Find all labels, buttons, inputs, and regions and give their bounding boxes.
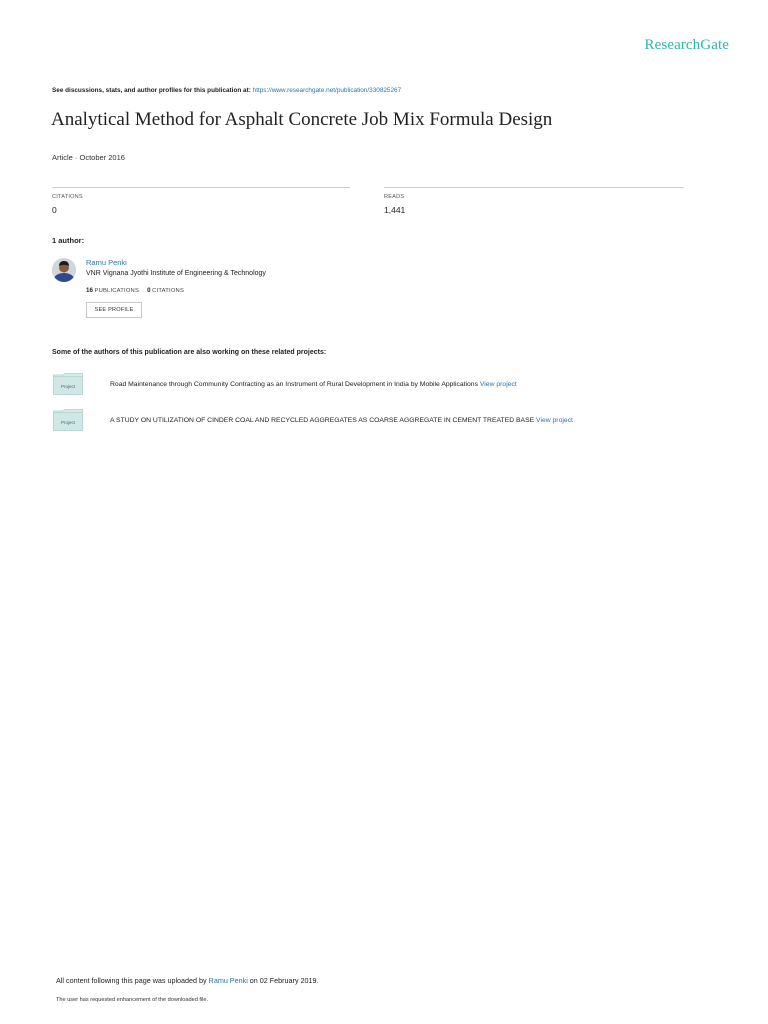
see-discussions-line — [52, 87, 401, 94]
see-profile-button[interactable]: SEE PROFILE — [86, 302, 142, 318]
researchgate-logo[interactable]: ResearchGate — [644, 37, 729, 53]
related-projects-heading: Some of the authors of this publication are also working on these related projects: — [52, 349, 327, 356]
project-title: Road Maintenance through Community Contracting as an Instrument of Rural Development in India by Mobile Applications — [110, 381, 478, 388]
author-citations-label: CITATIONS — [152, 288, 185, 294]
upload-info — [56, 976, 319, 985]
project-icon-label: Project — [60, 384, 76, 389]
reads-divider — [384, 187, 684, 188]
paper-title: Analytical Method for Asphalt Concrete Job Mix Formula Design — [51, 109, 553, 130]
author-citations-count: 0 — [147, 287, 151, 294]
project-item — [110, 417, 573, 424]
citations-value: 0 — [52, 205, 57, 215]
authors-heading: 1 author: — [52, 236, 85, 245]
see-discussions-text: See discussions, stats, and author profiles for this publication at: — [52, 87, 251, 94]
project-folder-icon — [53, 409, 83, 431]
upload-prefix: All content following this page was uploaded by — [56, 976, 207, 985]
person-photo-icon — [52, 258, 76, 282]
folder-icon — [53, 409, 83, 431]
article-meta: Article · October 2016 — [52, 153, 125, 162]
author-institution: VNR Vignana Jyothi Institute of Engineering & Technology — [86, 270, 266, 277]
upload-suffix: on 02 February 2019. — [249, 976, 319, 985]
reads-label: READS — [384, 194, 405, 200]
author-name-link[interactable]: Ramu Penki — [86, 258, 127, 267]
project-folder-icon — [53, 373, 83, 395]
view-project-link[interactable]: View project — [479, 381, 517, 388]
project-icon-label: Project — [60, 420, 76, 425]
view-project-link[interactable]: View project — [536, 417, 573, 424]
uploader-link[interactable]: Ramu Penki — [208, 976, 248, 985]
enhancement-note: The user has requested enhancement of the downloaded file. — [56, 997, 209, 1003]
publication-url-link[interactable]: https://www.researchgate.net/publication/330825267 — [252, 87, 402, 94]
author-stats — [86, 287, 184, 294]
project-item — [110, 381, 517, 388]
publications-label: PUBLICATIONS — [94, 288, 140, 294]
citations-label: CITATIONS — [52, 194, 83, 200]
citations-divider — [52, 187, 350, 188]
publications-count: 16 — [86, 287, 93, 294]
folder-icon — [53, 373, 83, 395]
reads-value: 1,441 — [384, 205, 406, 215]
author-avatar[interactable] — [52, 258, 76, 282]
project-title: A STUDY ON UTILIZATION OF CINDER COAL AND RECYCLED AGGREGATES AS COARSE AGGREGATE IN CEMENT TREATED BASE — [110, 417, 535, 424]
